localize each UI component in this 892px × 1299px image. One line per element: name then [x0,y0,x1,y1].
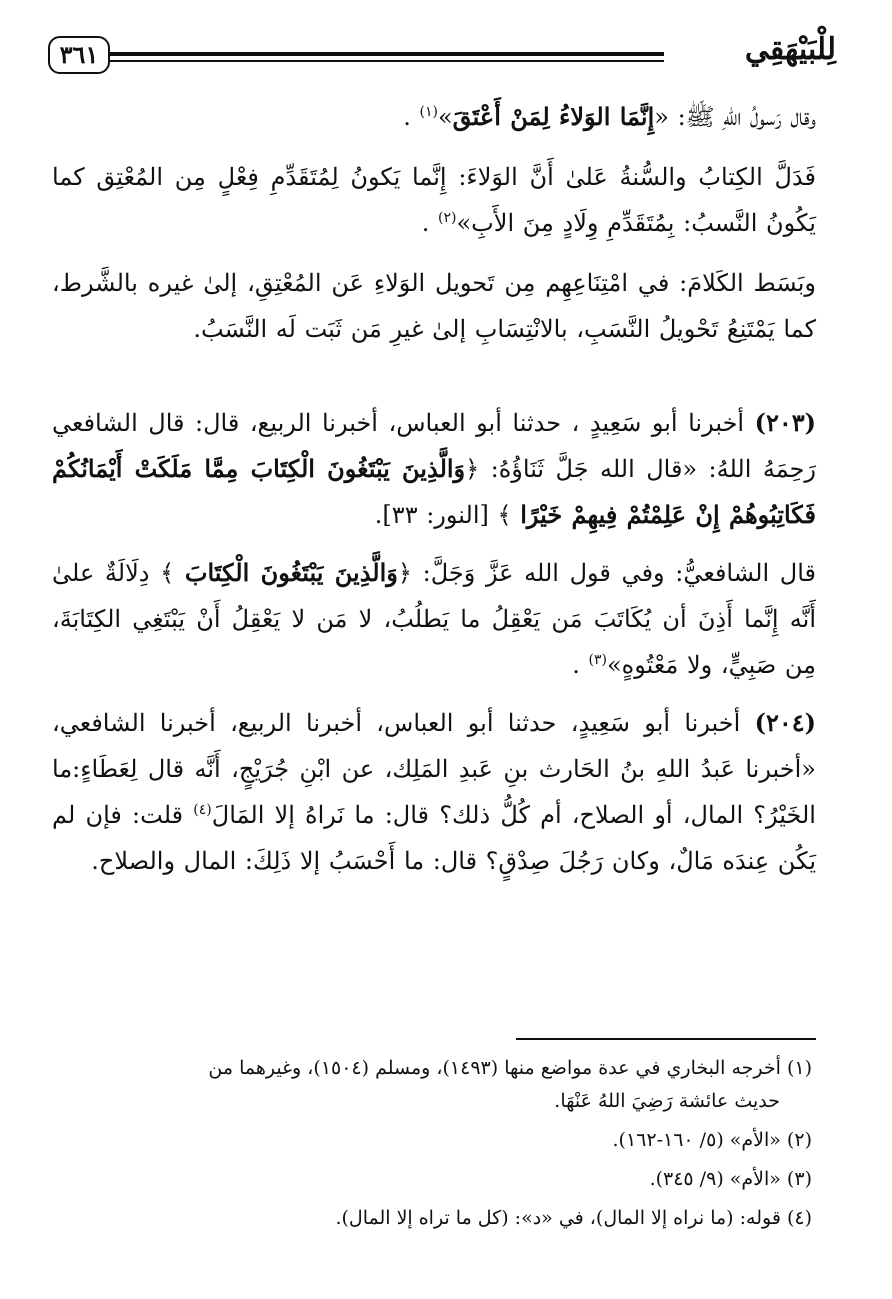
period: . [421,209,430,237]
paragraph-elaboration [52,260,816,352]
paragraph-text: فَدَلَّ الكِتابُ والسُّنةُ عَلىٰ أَنَّ الوَلاءَ: إِنَّما يَكونُ لِمُتَقَدِّمِ فِعْلٍ مِن المُعْتِق كما يَكُونُ النَّسبُ: بِمُتَقَدِّمِ وِلَادٍ مِنَ الأَبِ» [52,163,816,237]
header-rule-thick [110,52,664,56]
page-header [48,28,836,88]
quran-verse: وَالَّذِينَ يَبْتَغُونَ الْكِتَابَ [184,558,398,587]
footnote-4: (٤) قوله: (ما نراه إلا المال)، في «د»: (كل ما تراه إلا المال). [335,1207,812,1229]
paragraph-text: وبَسَط الكَلامَ: في امْتِنَاعِهِم مِن تَحويل الوَلاءِ عَن المُعْتِقِ، إلىٰ غيره بالشَّرط، كما يَمْتَنِعُ تَحْويلُ النَّسَبِ، بالانْتِسَابِ إلىٰ غيرِ مَن ثَبَت لَه النَّسَبُ. [52,269,816,343]
footnote-ref-3: (٣) [588,652,607,668]
footnotes [62,1052,812,1241]
footnote-text: (١) أخرجه البخاري في عدة مواضع منها (١٤٩٣)، ومسلم (١٥٠٤)، وغيرهما من [208,1057,812,1079]
main-text [52,94,816,884]
paragraph-text-cont: قلت: فإن لم يَكُن عِندَه مَالٌ، وكان رَجُلَ صِدْقٍ؟ قال: ما أَحْسَبُ إلا ذَلِكَ: المال والصلاح. [52,801,816,875]
paragraph-text-cont: ﴾ دِلَالَةٌ علىٰ أَنَّه إِنَّما أَذِنَ أن يُكَاتَبَ مَن يَعْقِلُ ما يَطلُبُ، لا مَن لا يَعْقِلُ أَنْ يَبْتَغِي الكِتَابَةَ، مِن صَبِيٍّ، ولا مَعْتُوهٍ» [52,559,816,679]
paragraph-report-203 [52,400,816,538]
hadith-text: إِنَّمَا الوَلاءُ لِمَنْ أَعْتَقَ [452,102,655,131]
footnote-ref-1: (١) [419,104,438,120]
report-number: (٢٠٣) [754,408,816,437]
quote-close: » [437,103,453,131]
paragraph-text: قال الشافعيُّ: وفي قول الله عَزَّ وَجَلَّ: ﴿ [397,559,816,587]
paragraph-text: أخبرنا أبو سَعِيدٍ ، حدثنا أبو العباس، أخبرنا الربيع، قال: قال الشافعي رَحِمَهُ اللهُ: «قال الله جَلَّ ثَنَاؤُهُ: ﴿ [52,409,816,483]
paragraph-text: أخبرنا أبو سَعِيدٍ، حدثنا أبو العباس، أخبرنا الربيع، أخبرنا الشافعي، «أخبرنا عَبدُ اللهِ بنُ الحَارث بنِ عَبدِ المَلِك، عن ابْنِ جُرَيْجٍ، أَنَّه قال لِعَطَاءٍ:ما الخَيْرُ؟ المال، أو الصلاح، أم كُلُّ ذلك؟ قال: ما نَراهُ إلا المَالَ [52,709,816,829]
footnote-3: (٣) «الأم» (٩/ ٣٤٥). [649,1168,812,1190]
period: . [572,651,580,679]
footnote-2: (٢) «الأم» (٥/ ١٦٠-١٦٢). [612,1129,812,1151]
report-number: (٢٠٤) [754,708,816,737]
header-rule-thin [110,60,664,62]
quran-verse: وَالَّذِينَ يَبْتَغُونَ الْكِتَابَ مِمَّا مَلَكَتْ أَيْمَانُكُمْ فَكَاتِبُوهُمْ إِنْ عَلِمْتُمْ فِيهِمْ خَيْرًا [52,454,816,529]
footnote-separator [516,1038,816,1040]
footnote-ref-2: (٢) [438,210,457,226]
verse-reference: ﴾ [النور: ٣٣]. [374,501,512,529]
paragraph-text: وقال رَسولُ اللهِ ﷺ: « [654,103,816,131]
footnote-text-cont: حديث عائشة رَضِيَ اللهُ عَنْهَا. [554,1090,780,1112]
paragraph-shafii-comment [52,550,816,688]
running-title: لِلْبَيْهَقِي [744,32,836,67]
footnote-1 [62,1052,812,1118]
paragraph-hadith-quote [52,94,816,140]
footnote-ref-4: (٤) [193,802,212,818]
paragraph-report-204 [52,700,816,884]
period: . [403,103,411,131]
page-number: ٣٦١ [48,36,110,74]
paragraph-inference [52,154,816,246]
